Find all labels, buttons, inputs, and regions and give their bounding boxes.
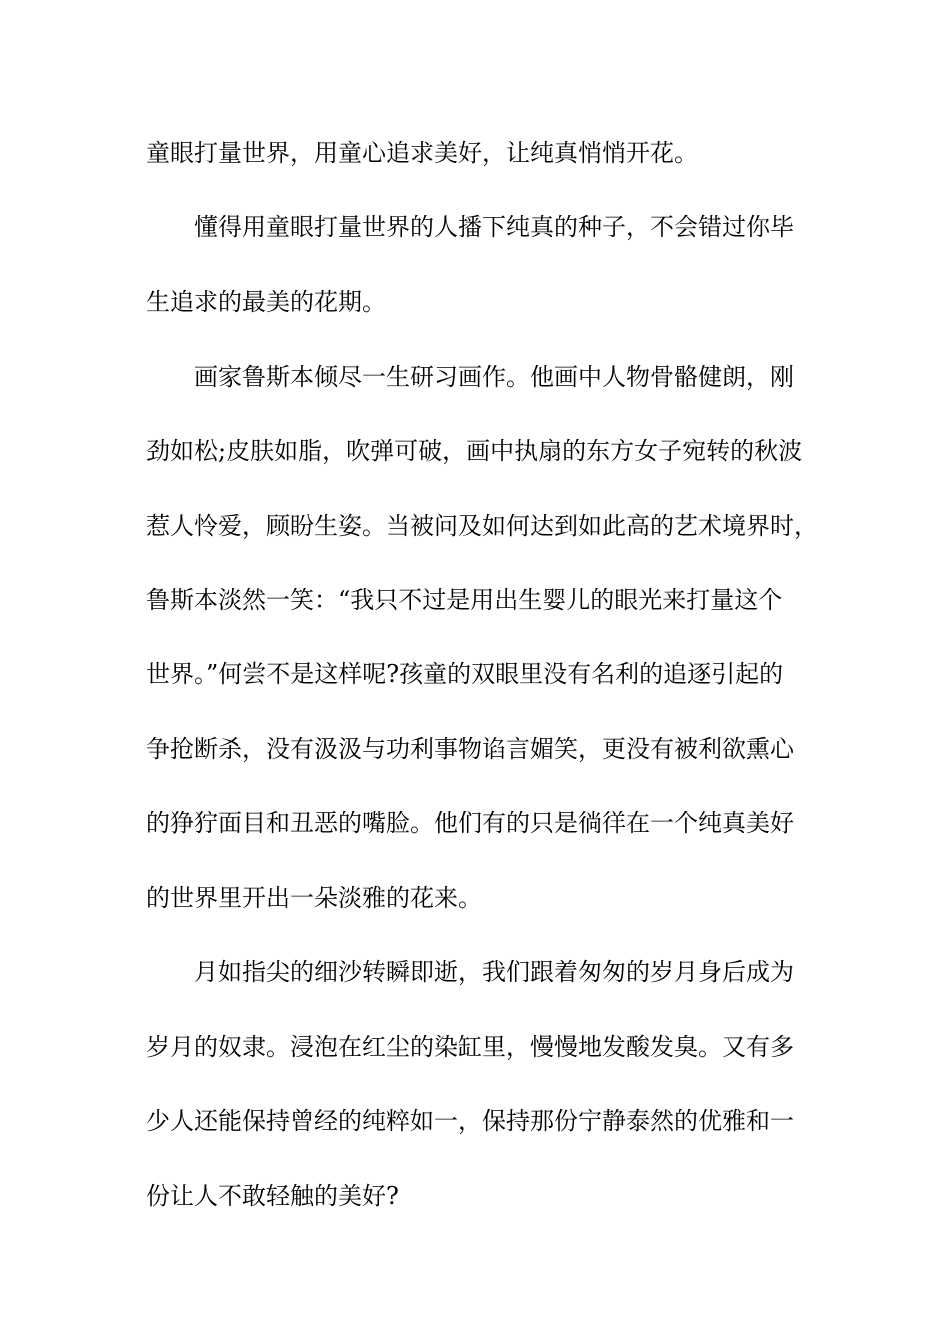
paragraph-line: 鲁斯本淡然一笑：“我只不过是用出生婴儿的眼光来打量这个 <box>146 586 783 614</box>
paragraph-line: 世界。”何尝不是这样呢?孩童的双眼里没有名利的追逐引起的 <box>146 660 784 688</box>
paragraph-line: 生追求的最美的花期。 <box>146 288 386 316</box>
paragraph-line: 岁月的奴隶。浸泡在红尘的染缸里，慢慢地发酸发臭。又有多 <box>146 1033 794 1061</box>
paragraph-line: 月如指尖的细沙转瞬即逝，我们跟着匆匆的岁月身后成为 <box>194 958 794 986</box>
paragraph-line: 份让人不敢轻触的美好? <box>146 1182 399 1210</box>
paragraph-line: 争抢断杀，没有汲汲与功利事物谄言媚笑，更没有被利欲熏心 <box>146 735 794 763</box>
paragraph-line: 劲如松;皮肤如脂，吹弹可破，画中执扇的东方女子宛转的秋波 <box>146 437 803 465</box>
paragraph-line: 的世界里开出一朵淡雅的花来。 <box>146 884 482 912</box>
paragraph-line: 的狰狞面目和丑恶的嘴脸。他们有的只是徜徉在一个纯真美好 <box>146 809 794 837</box>
paragraph-line: 懂得用童眼打量世界的人播下纯真的种子，不会错过你毕 <box>194 213 794 241</box>
paragraph-line: 画家鲁斯本倾尽一生研习画作。他画中人物骨骼健朗，刚 <box>194 363 794 391</box>
paragraph-line: 少人还能保持曾经的纯粹如一，保持那份宁静泰然的优雅和一 <box>146 1107 794 1135</box>
paragraph-line: 惹人怜爱，顾盼生姿。当被问及如何达到如此高的艺术境界时， <box>146 512 818 540</box>
paragraph-line: 童眼打量世界，用童心追求美好，让纯真悄悄开花。 <box>146 139 698 167</box>
